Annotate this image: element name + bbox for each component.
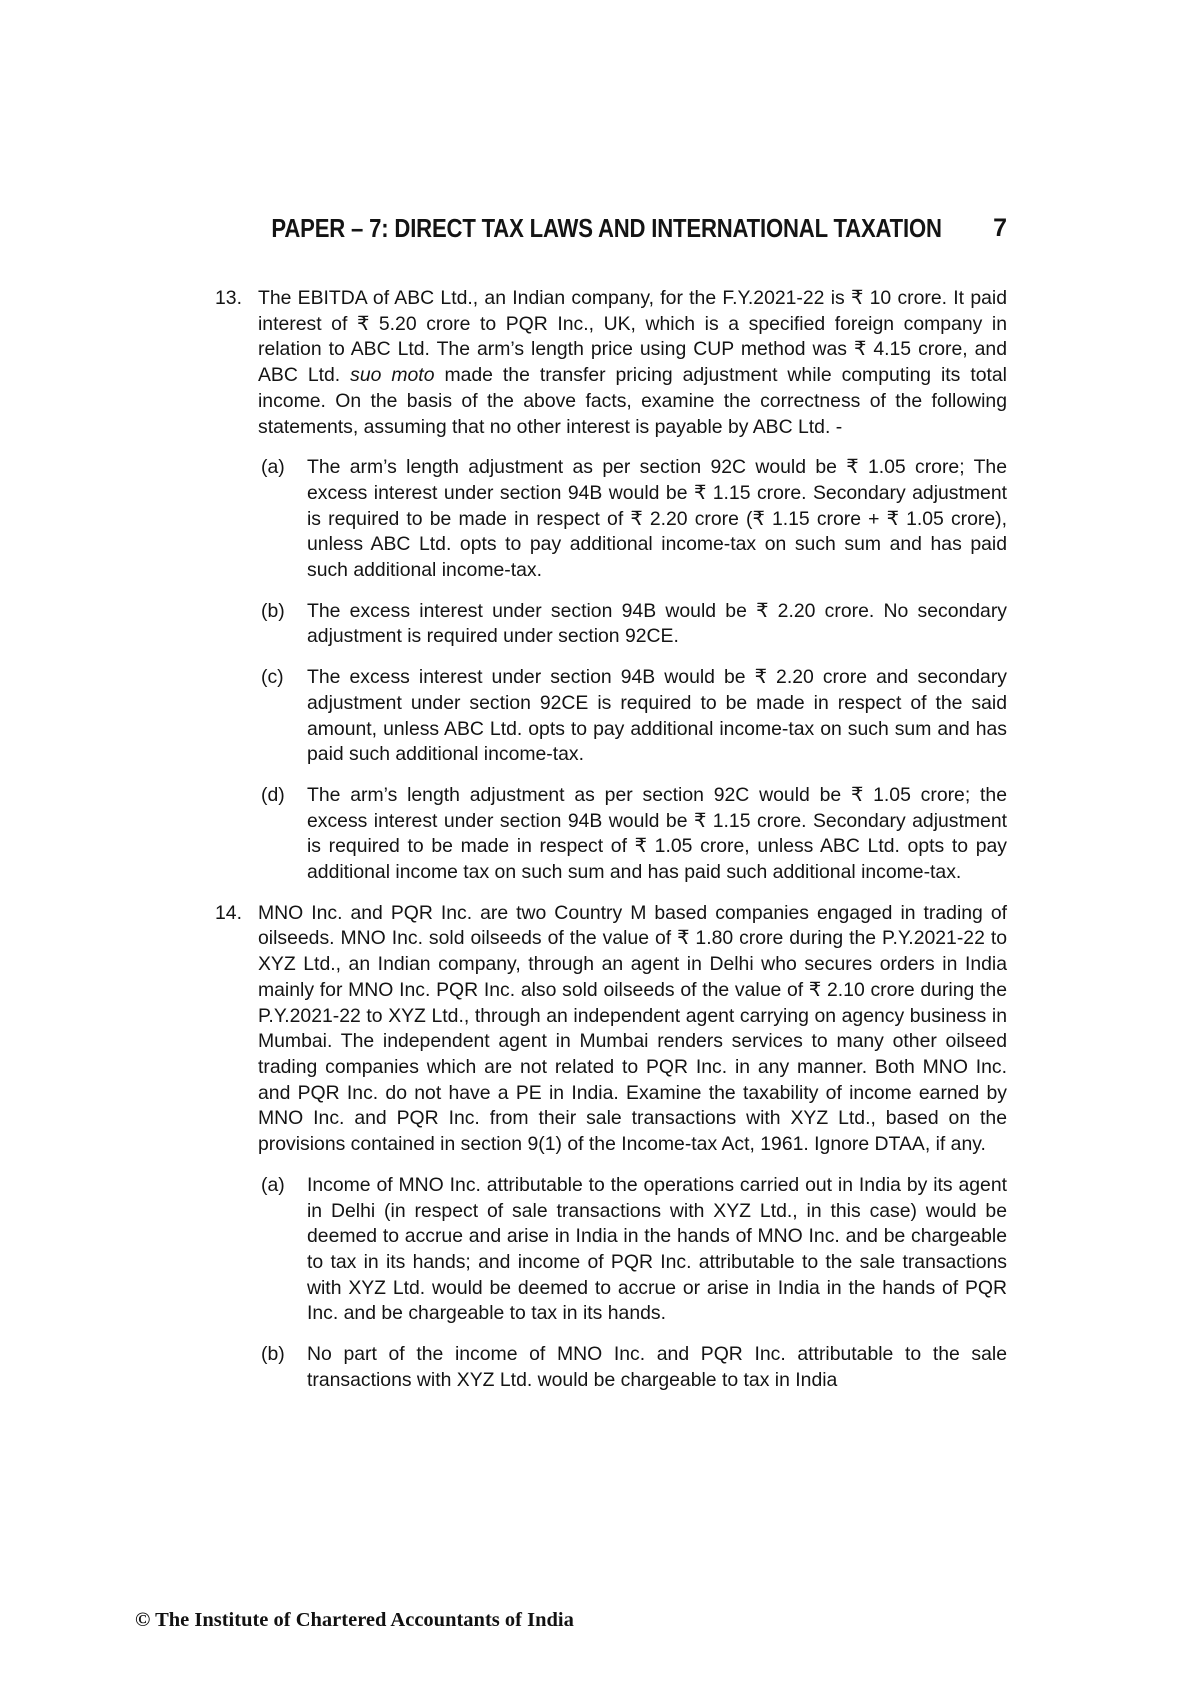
question-13-option-a bbox=[258, 455, 1007, 584]
question-13-option-d bbox=[258, 783, 1007, 886]
copyright-notice: © The Institute of Chartered Accountants of India bbox=[135, 1609, 574, 1631]
question-13-option-b bbox=[258, 599, 1007, 650]
page-header bbox=[215, 214, 1007, 242]
question-13-intro-italic: suo moto bbox=[350, 364, 435, 387]
option-text: The arm’s length adjustment as per section 92C would be ₹ 1.05 crore; the excess interest under section 94B would be ₹ 1.15 crore. Secondary adjustment is required to be made in respect of ₹ 1.05 crore, unless ABC Ltd. opts to pay additional income tax on such sum and has paid such additional income-tax. bbox=[307, 783, 1007, 884]
option-text: The excess interest under section 94B would be ₹ 2.20 crore and secondary adjustment under section 92CE is required to be made in respect of the said amount, unless ABC Ltd. opts to pay additional income-tax on such sum and has paid such additional income-tax. bbox=[307, 666, 1007, 766]
question-13 bbox=[215, 286, 1007, 886]
question-13-option-c bbox=[258, 665, 1007, 768]
option-label: (a) bbox=[261, 456, 285, 479]
option-label: (b) bbox=[261, 599, 285, 622]
question-13-body bbox=[258, 286, 1007, 886]
page-number: 7 bbox=[993, 214, 1007, 242]
option-text: The arm’s length adjustment as per section 92C would be ₹ 1.05 crore; The excess interest under section 94B would be ₹ 1.15 crore. Secondary adjustment is required to be made in respect of ₹ 2.20 crore (₹ 1.15 crore + ₹ 1.05 crore), unless ABC Ltd. opts to pay additional income-tax on such sum and has paid such additional income-tax. bbox=[307, 456, 1007, 582]
option-text: Income of MNO Inc. attributable to the operations carried out in India by its agent in Delhi (in respect of sale transactions with XYZ Ltd., in this case) would be deemed to accrue and arise in India in the hands of MNO Inc. and be chargeable to tax in its hands; and income of PQR Inc. attributable to the sale transactions with XYZ Ltd. would be deemed to accrue or arise in India in the hands of PQR Inc. and be chargeable to tax in its hands. bbox=[307, 1173, 1007, 1325]
question-14-body bbox=[258, 901, 1007, 1394]
option-label: (c) bbox=[261, 666, 284, 689]
option-label: (d) bbox=[261, 783, 285, 806]
question-14-option-b bbox=[258, 1342, 1007, 1393]
question-13-intro-before: The EBITDA of ABC Ltd., an Indian company, for the F.Y.2021-22 is ₹ 10 crore. It paid interest of ₹ 5.20 crore to PQR Inc., UK, which is a specified foreign company in relation to ABC Ltd. The arm’s length price using CUP method was ₹ 4.15 crore, and ABC Ltd. bbox=[258, 287, 1007, 387]
question-14-intro: MNO Inc. and PQR Inc. are two Country M based companies engaged in trading of oilseeds. MNO Inc. sold oilseeds of the value of ₹ 1.80 crore during the P.Y.2021-22 to XYZ Ltd., an Indian company, through an agent in Delhi who secures orders in India mainly for MNO Inc. PQR Inc. also sold oilseeds of the value of ₹ 2.10 crore during the P.Y.2021-22 to XYZ Ltd., through an independent agent carrying on agency business in Mumbai. The independent agent in Mumbai renders services to many other oilseed trading companies which are not related to PQR Inc. in any manner. Both MNO Inc. and PQR Inc. do not have a PE in India. Examine the taxability of income earned by MNO Inc. and PQR Inc. from their sale transactions with XYZ Ltd., based on the provisions contained in section 9(1) of the Income-tax Act, 1961. Ignore DTAA, if any. bbox=[258, 901, 1007, 1156]
question-14-option-a bbox=[258, 1173, 1007, 1327]
question-13-number: 13. bbox=[215, 287, 242, 309]
option-label: (b) bbox=[261, 1343, 285, 1366]
question-14 bbox=[215, 901, 1007, 1394]
question-13-intro bbox=[258, 286, 1007, 440]
paper-title: PAPER – 7: DIRECT TAX LAWS AND INTERNATIONAL TAXATION bbox=[271, 213, 942, 243]
question-13-intro-after: made the transfer pricing adjustment while computing its total income. On the basis of the above facts, examine the correctness of the following statements, assuming that no other interest is payable by ABC Ltd. - bbox=[258, 364, 1007, 438]
option-text: No part of the income of MNO Inc. and PQR Inc. attributable to the sale transactions with XYZ Ltd. would be chargeable to tax in India bbox=[307, 1343, 1007, 1391]
page-footer bbox=[135, 1607, 574, 1633]
option-text: The excess interest under section 94B would be ₹ 2.20 crore. No secondary adjustment is required under section 92CE. bbox=[307, 599, 1007, 648]
document-content bbox=[215, 286, 1007, 1393]
question-14-number: 14. bbox=[215, 901, 242, 924]
option-label: (a) bbox=[261, 1173, 285, 1196]
